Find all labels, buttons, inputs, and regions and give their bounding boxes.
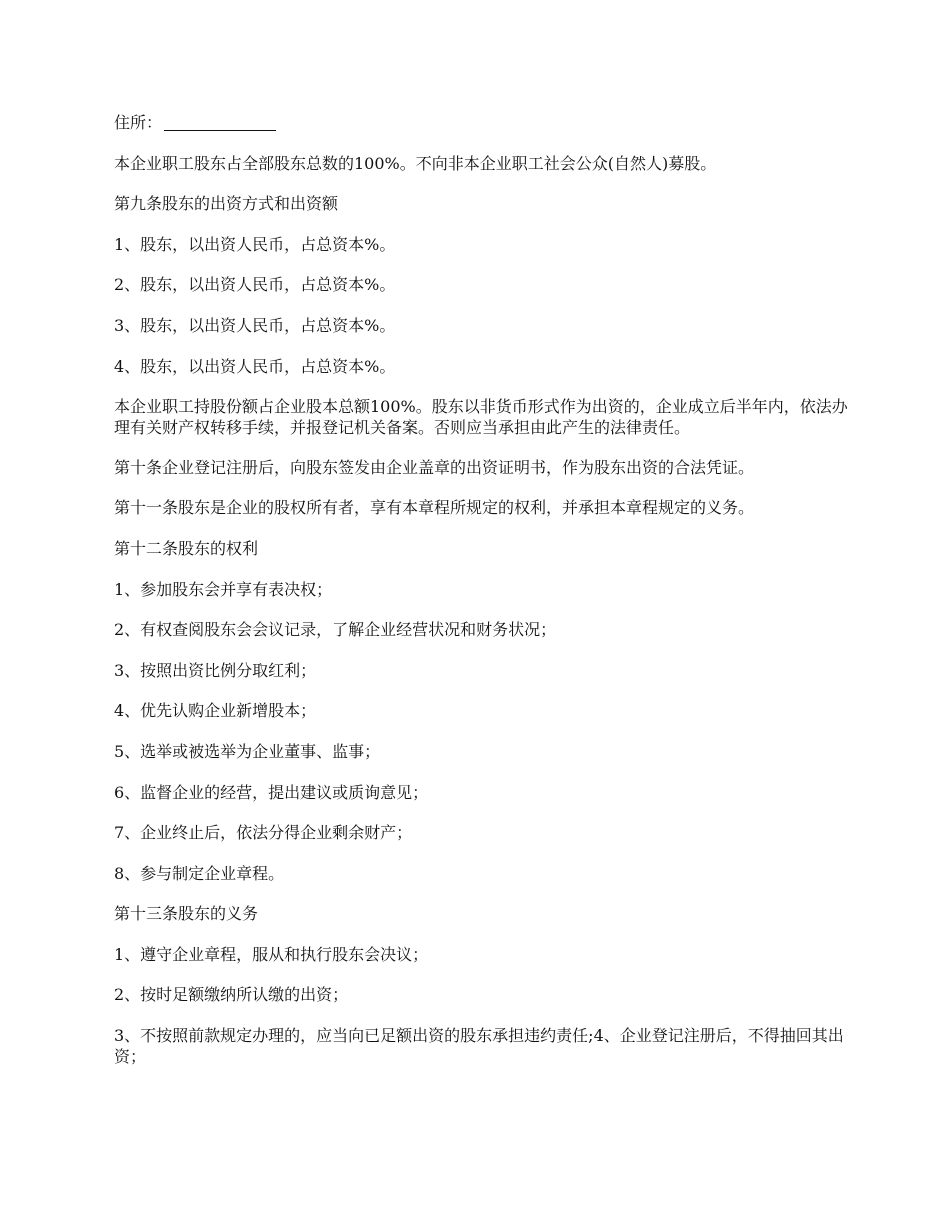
list-item: 2、有权查阅股东会会议记录，了解企业经营状况和财务状况； xyxy=(114,620,557,640)
address-label: 住所： xyxy=(114,113,163,132)
heading-article-13: 第十三条股东的义务 xyxy=(114,904,259,924)
list-item: 4、股东，以出资人民币，占总资本%。 xyxy=(114,356,396,376)
list-item: 6、监督企业的经营，提出建议或质询意见； xyxy=(114,782,429,802)
list-item: 3、股东，以出资人民币，占总资本%。 xyxy=(114,315,396,335)
list-item: 1、参加股东会并享有表决权； xyxy=(114,579,333,599)
list-item: 8、参与制定企业章程。 xyxy=(114,863,285,883)
list-item: 3、按照出资比例分取红利； xyxy=(114,660,317,680)
address-blank xyxy=(164,114,276,131)
list-item: 1、遵守企业章程，服从和执行股东会决议； xyxy=(114,944,429,964)
address-line xyxy=(114,112,854,134)
list-item: 2、股东，以出资人民币，占总资本%。 xyxy=(114,275,396,295)
heading-article-9: 第九条股东的出资方式和出资额 xyxy=(114,194,339,214)
paragraph-employee-ratio: 本企业职工股东占全部股东总数的100%。不向非本企业职工社会公众(自然人)募股。 xyxy=(114,153,717,173)
list-item: 7、企业终止后，依法分得企业剩余财产； xyxy=(114,823,413,843)
paragraph-article-10: 第十条企业登记注册后，向股东签发由企业盖章的出资证明书，作为股东出资的合法凭证。 xyxy=(114,457,755,477)
heading-article-12: 第十二条股东的权利 xyxy=(114,538,259,558)
paragraph-article-11: 第十一条股东是企业的股权所有者，享有本章程所规定的权利，并承担本章程规定的义务。 xyxy=(114,498,755,518)
list-item: 3、不按照前款规定办理的，应当向已足额出资的股东承担违约责任;4、企业登记注册后，不得抽回其出资； xyxy=(114,1026,844,1067)
paragraph-shareholding: 本企业职工持股份额占企业股本总额100%。股东以非货币形式作为出资的，企业成立后半年内，依法办理有关财产权转移手续，并报登记机关备案。否则应当承担由此产生的法律责任。 xyxy=(114,397,848,438)
list-item: 1、股东，以出资人民币，占总资本%。 xyxy=(114,234,396,254)
document-body xyxy=(114,112,854,1086)
list-item: 4、优先认购企业新增股本； xyxy=(114,701,317,721)
list-item: 2、按时足额缴纳所认缴的出资； xyxy=(114,985,349,1005)
list-item: 5、选举或被选举为企业董事、监事； xyxy=(114,741,381,761)
